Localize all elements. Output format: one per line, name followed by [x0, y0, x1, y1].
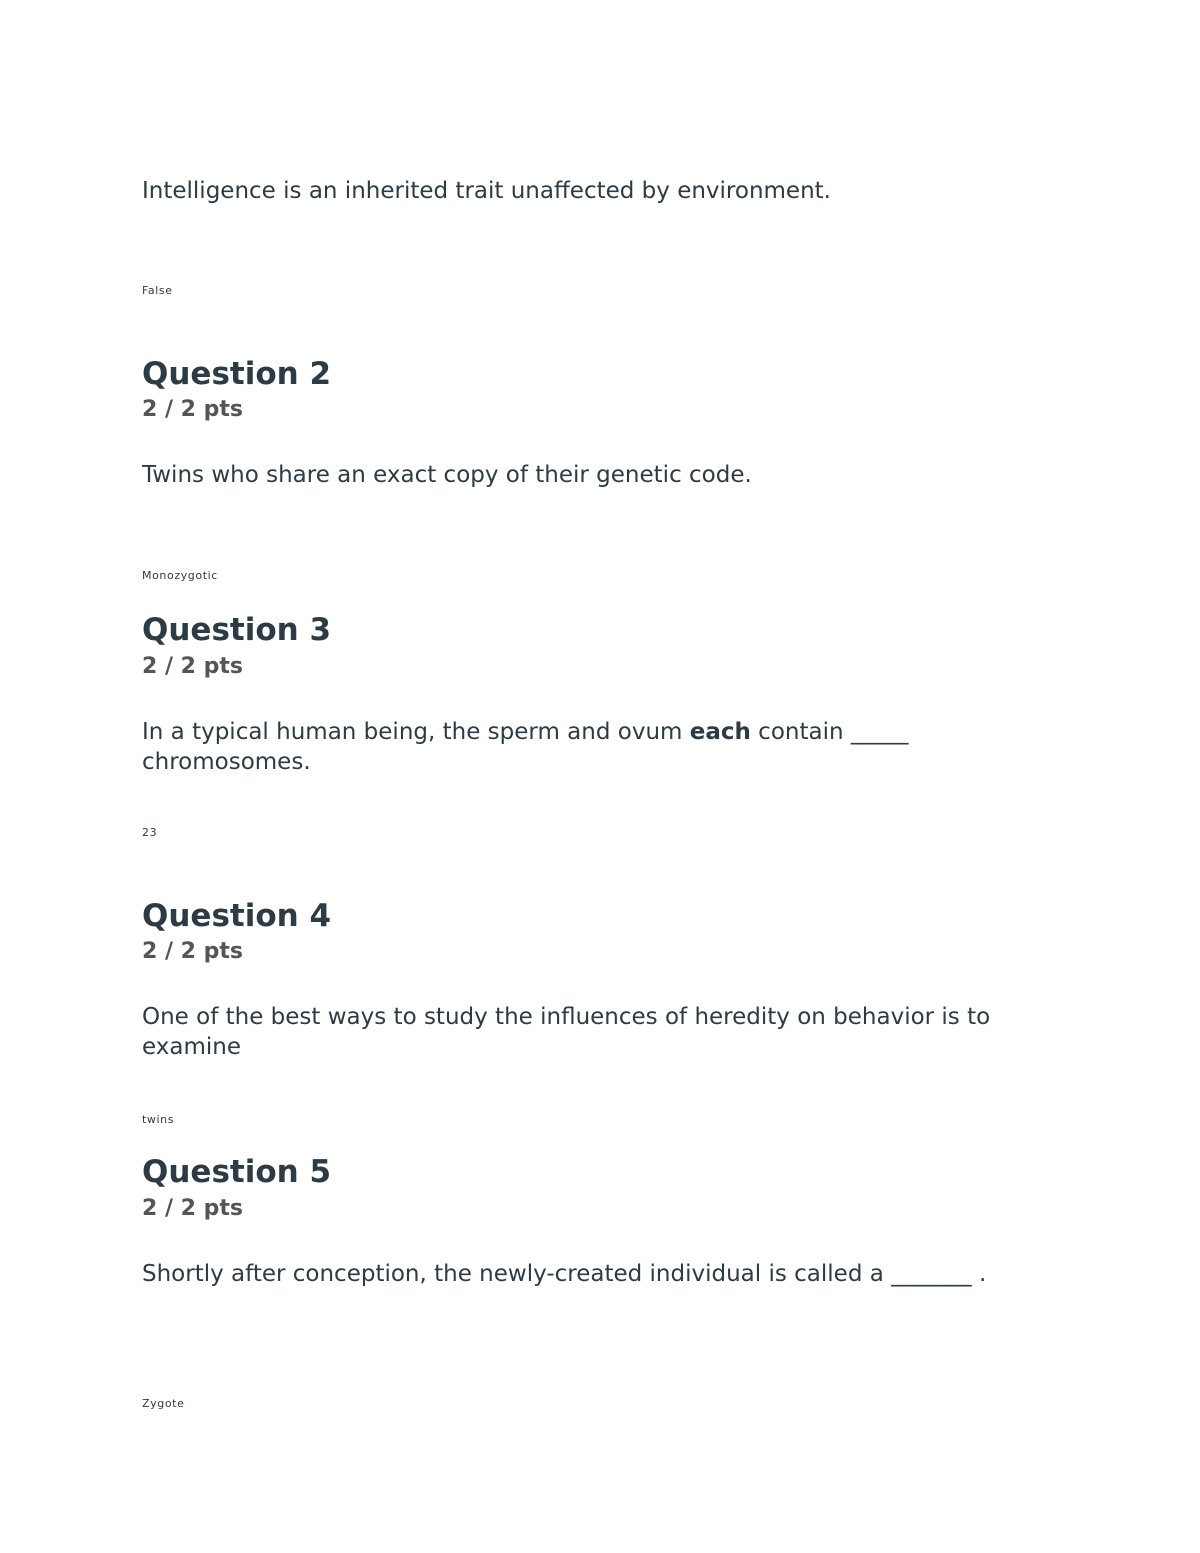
question-5-answer: Zygote — [142, 1397, 185, 1410]
question-1-answer: False — [142, 284, 173, 297]
question-4-answer: twins — [142, 1113, 175, 1126]
question-2-prompt: Twins who share an exact copy of their genetic code. — [142, 462, 752, 488]
question-2-answer: Monozygotic — [142, 569, 218, 582]
question-4-points: 2 / 2 pts — [142, 939, 243, 964]
question-3-prompt-emphasis: each — [689, 719, 751, 745]
question-3-prompt — [142, 717, 908, 747]
question-5-title: Question 5 — [142, 1154, 332, 1190]
question-4-prompt-line2: examine — [142, 1034, 241, 1060]
question-4-title: Question 4 — [142, 898, 332, 934]
question-3-prompt-end: contain _____ — [750, 719, 909, 745]
question-3-answer: 23 — [142, 826, 158, 839]
question-3-prompt-line2: chromosomes. — [142, 749, 311, 775]
question-5-points: 2 / 2 pts — [142, 1196, 243, 1221]
question-3-points: 2 / 2 pts — [142, 654, 243, 679]
question-1-prompt: Intelligence is an inherited trait unaffected by environment. — [142, 178, 831, 204]
question-2-title: Question 2 — [142, 356, 332, 392]
question-3-prompt-start: In a typical human being, the sperm and ovum — [142, 719, 690, 745]
question-3-title: Question 3 — [142, 612, 332, 648]
question-4-prompt-line1: One of the best ways to study the influences of heredity on behavior is to — [142, 1004, 991, 1030]
question-2-points: 2 / 2 pts — [142, 397, 243, 422]
question-5-prompt: Shortly after conception, the newly-created individual is called a _______ . — [142, 1261, 987, 1287]
